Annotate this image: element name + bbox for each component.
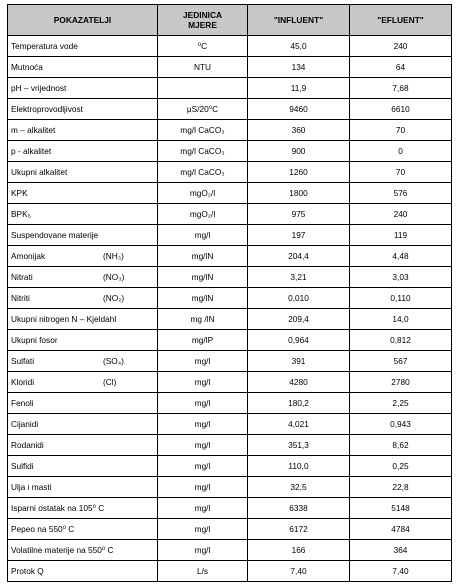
- table-row: [8, 519, 452, 540]
- unit-cell: mg/l CaCO₃: [158, 141, 248, 162]
- table-row: [8, 288, 452, 309]
- parameter-name: Temperatura vode: [11, 41, 78, 51]
- effluent-value: 14,0: [350, 309, 452, 330]
- table-row: [8, 57, 452, 78]
- effluent-value: 0,25: [350, 456, 452, 477]
- parameter-cell: [8, 288, 158, 309]
- water-quality-table: [7, 4, 452, 582]
- influent-value: 209,4: [248, 309, 350, 330]
- unit-cell: mg/l: [158, 225, 248, 246]
- influent-value: 360: [248, 120, 350, 141]
- parameter-cell: [8, 519, 158, 540]
- effluent-value: 7,40: [350, 561, 452, 582]
- unit-cell: mg/lN: [158, 246, 248, 267]
- table-row: [8, 393, 452, 414]
- header-effluent: "EFLUENT": [350, 5, 452, 36]
- parameter-name: Amonijak: [11, 251, 46, 261]
- parameter-name: Fenoli: [11, 398, 34, 408]
- table-row: [8, 456, 452, 477]
- parameter-name: Pepeo na 550⁰ C: [11, 524, 75, 534]
- chemical-formula: (SO₄): [103, 356, 124, 366]
- parameter-name: KPK: [11, 188, 28, 198]
- parameter-name: Ukupni alkalitet: [11, 167, 68, 177]
- influent-value: 3,21: [248, 267, 350, 288]
- effluent-value: 5148: [350, 498, 452, 519]
- parameter-cell: [8, 183, 158, 204]
- parameter-cell: [8, 561, 158, 582]
- unit-cell: mg/l: [158, 498, 248, 519]
- chemical-formula: (NH₃): [103, 251, 124, 261]
- parameter-name: Sulfati: [11, 356, 35, 366]
- influent-value: 197: [248, 225, 350, 246]
- effluent-value: 8,62: [350, 435, 452, 456]
- parameter-name: Ulja i masti: [11, 482, 52, 492]
- parameter-name: Cijanidi: [11, 419, 39, 429]
- parameter-name: Suspendovane materije: [11, 230, 99, 240]
- table-row: [8, 414, 452, 435]
- unit-cell: [158, 78, 248, 99]
- influent-value: 391: [248, 351, 350, 372]
- parameter-cell: [8, 498, 158, 519]
- header-unit-line1: JEDINICA: [182, 10, 223, 20]
- parameter-name: Sulfidi: [11, 461, 34, 471]
- influent-value: 1260: [248, 162, 350, 183]
- table-row: [8, 120, 452, 141]
- unit-cell: ⁰C: [158, 36, 248, 57]
- parameter-name: Ukupni fosor: [11, 335, 58, 345]
- influent-value: 6172: [248, 519, 350, 540]
- parameter-name: Volatilne materije na 550⁰ C: [11, 545, 114, 555]
- unit-cell: mgO₂/l: [158, 204, 248, 225]
- unit-cell: mg/lP: [158, 330, 248, 351]
- unit-cell: mg/l: [158, 435, 248, 456]
- parameter-cell: [8, 414, 158, 435]
- parameter-name: Nitriti: [11, 293, 30, 303]
- influent-value: 4,021: [248, 414, 350, 435]
- unit-cell: NTU: [158, 57, 248, 78]
- effluent-value: 0,943: [350, 414, 452, 435]
- unit-cell: mg/l: [158, 351, 248, 372]
- parameter-cell: [8, 141, 158, 162]
- unit-cell: mg/l: [158, 414, 248, 435]
- unit-cell: mg/lN: [158, 288, 248, 309]
- parameter-cell: [8, 477, 158, 498]
- table-row: [8, 372, 452, 393]
- effluent-value: 70: [350, 162, 452, 183]
- parameter-cell: [8, 246, 158, 267]
- effluent-value: 576: [350, 183, 452, 204]
- unit-cell: mg/l: [158, 519, 248, 540]
- parameter-cell: [8, 351, 158, 372]
- effluent-value: 240: [350, 204, 452, 225]
- header-parameter: POKAZATELJI: [8, 5, 158, 36]
- header-influent: "INFLUENT": [248, 5, 350, 36]
- effluent-value: 22,8: [350, 477, 452, 498]
- chemical-formula: (NO₃): [103, 272, 125, 282]
- parameter-cell: [8, 204, 158, 225]
- influent-value: 11,9: [248, 78, 350, 99]
- table-row: [8, 78, 452, 99]
- parameter-cell: [8, 78, 158, 99]
- effluent-value: 364: [350, 540, 452, 561]
- table-row: [8, 540, 452, 561]
- chemical-formula: (Cl): [103, 377, 117, 387]
- parameter-cell: [8, 162, 158, 183]
- influent-value: 45,0: [248, 36, 350, 57]
- unit-cell: mg/l CaCO₃: [158, 162, 248, 183]
- influent-value: 6338: [248, 498, 350, 519]
- table-row: [8, 561, 452, 582]
- effluent-value: 6610: [350, 99, 452, 120]
- unit-cell: mgO₂/l: [158, 183, 248, 204]
- parameter-cell: [8, 372, 158, 393]
- parameter-cell: [8, 99, 158, 120]
- table-row: [8, 267, 452, 288]
- influent-value: 1800: [248, 183, 350, 204]
- unit-cell: L/s: [158, 561, 248, 582]
- unit-cell: mg/lN: [158, 267, 248, 288]
- table-body: [8, 36, 452, 582]
- influent-value: 0,964: [248, 330, 350, 351]
- table-row: [8, 246, 452, 267]
- unit-cell: mg/l CaCO₃: [158, 120, 248, 141]
- table-header-row: [8, 5, 452, 36]
- unit-cell: mg/l: [158, 540, 248, 561]
- effluent-value: 0,110: [350, 288, 452, 309]
- influent-value: 351,3: [248, 435, 350, 456]
- effluent-value: 4784: [350, 519, 452, 540]
- influent-value: 180,2: [248, 393, 350, 414]
- unit-cell: mg/l: [158, 393, 248, 414]
- influent-value: 32,5: [248, 477, 350, 498]
- effluent-value: 0,812: [350, 330, 452, 351]
- unit-cell: mg/l: [158, 456, 248, 477]
- parameter-cell: [8, 267, 158, 288]
- table-row: [8, 99, 452, 120]
- unit-cell: mg/l: [158, 372, 248, 393]
- parameter-name: Protok Q: [11, 566, 44, 576]
- table-row: [8, 498, 452, 519]
- influent-value: 4280: [248, 372, 350, 393]
- header-unit-line2: MJERE: [188, 20, 217, 30]
- effluent-value: 119: [350, 225, 452, 246]
- table-row: [8, 225, 452, 246]
- parameter-name: p - alkalitet: [11, 146, 52, 156]
- effluent-value: 2780: [350, 372, 452, 393]
- parameter-cell: [8, 57, 158, 78]
- parameter-cell: [8, 540, 158, 561]
- influent-value: 134: [248, 57, 350, 78]
- parameter-name: BPK₅: [11, 209, 31, 219]
- table-row: [8, 204, 452, 225]
- effluent-value: 4,48: [350, 246, 452, 267]
- effluent-value: 3,03: [350, 267, 452, 288]
- influent-value: 975: [248, 204, 350, 225]
- influent-value: 900: [248, 141, 350, 162]
- influent-value: 110,0: [248, 456, 350, 477]
- parameter-cell: [8, 393, 158, 414]
- table-row: [8, 477, 452, 498]
- unit-cell: mg/l: [158, 477, 248, 498]
- unit-cell: mg /lN: [158, 309, 248, 330]
- table-row: [8, 36, 452, 57]
- table-row: [8, 330, 452, 351]
- parameter-name: Isparni ostatak na 105⁰ C: [11, 503, 105, 513]
- parameter-name: Rodanidi: [11, 440, 44, 450]
- parameter-cell: [8, 120, 158, 141]
- effluent-value: 2,25: [350, 393, 452, 414]
- table-row: [8, 309, 452, 330]
- influent-value: 7,40: [248, 561, 350, 582]
- parameter-cell: [8, 309, 158, 330]
- parameter-cell: [8, 456, 158, 477]
- table-row: [8, 141, 452, 162]
- chemical-formula: (NO₂): [103, 293, 125, 303]
- parameter-name: pH – vrijednost: [11, 83, 67, 93]
- effluent-value: 7,68: [350, 78, 452, 99]
- table-row: [8, 351, 452, 372]
- parameter-cell: [8, 225, 158, 246]
- effluent-value: 0: [350, 141, 452, 162]
- parameter-name: m – alkalitet: [11, 125, 56, 135]
- parameter-name: Mutnoća: [11, 62, 43, 72]
- influent-value: 204,4: [248, 246, 350, 267]
- effluent-value: 70: [350, 120, 452, 141]
- parameter-cell: [8, 330, 158, 351]
- influent-value: 166: [248, 540, 350, 561]
- parameter-name: Kloridi: [11, 377, 35, 387]
- influent-value: 0,010: [248, 288, 350, 309]
- parameter-cell: [8, 435, 158, 456]
- table-row: [8, 435, 452, 456]
- parameter-name: Nitrati: [11, 272, 33, 282]
- unit-cell: μS/20⁰C: [158, 99, 248, 120]
- parameter-name: Elektroprovodljivost: [11, 104, 83, 114]
- table-row: [8, 183, 452, 204]
- influent-value: 9460: [248, 99, 350, 120]
- effluent-value: 567: [350, 351, 452, 372]
- table-row: [8, 162, 452, 183]
- parameter-name: Ukupni nitrogen N – Kjeldahl: [11, 314, 117, 324]
- effluent-value: 64: [350, 57, 452, 78]
- effluent-value: 240: [350, 36, 452, 57]
- parameter-cell: [8, 36, 158, 57]
- header-unit: [158, 5, 248, 36]
